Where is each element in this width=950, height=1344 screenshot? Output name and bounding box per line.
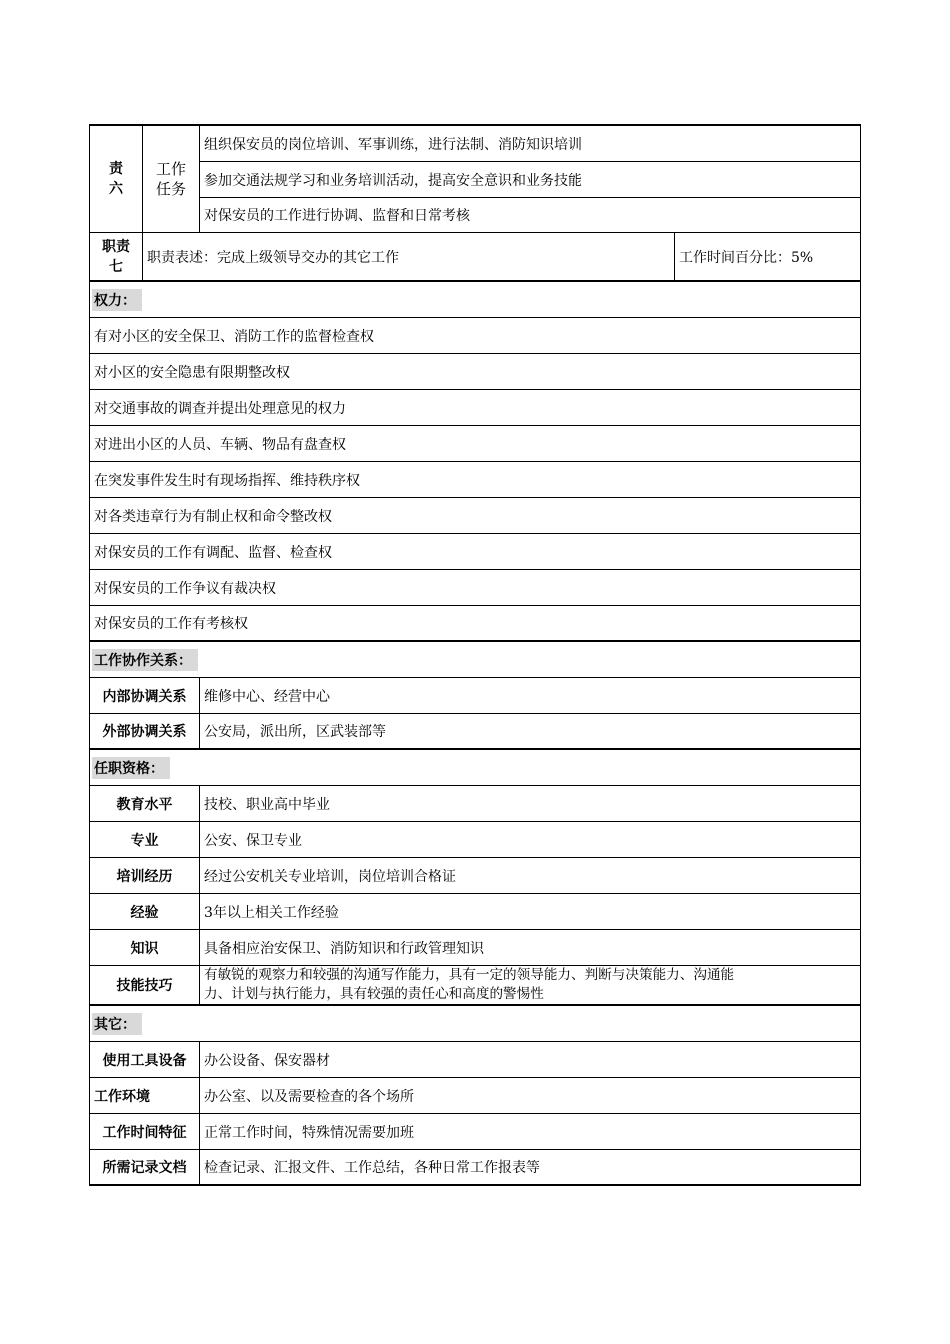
duty7-label-line1: 职责 bbox=[102, 238, 130, 255]
qualification-experience-value: 3年以上相关工作经验 bbox=[204, 904, 339, 921]
other-row bbox=[89, 1042, 861, 1078]
authority-item: 有对小区的安全保卫、消防工作的监督检查权 bbox=[94, 328, 374, 345]
qualification-knowledge-value: 具备相应治安保卫、消防知识和行政管理知识 bbox=[204, 940, 484, 957]
duty6-task-label bbox=[143, 126, 200, 232]
qualification-row bbox=[89, 822, 861, 858]
cooperation-internal-value: 维修中心、经营中心 bbox=[204, 688, 330, 705]
qualification-row bbox=[89, 858, 861, 894]
duty6-task-2: 参加交通法规学习和业务培训活动，提高安全意识和业务技能 bbox=[200, 162, 860, 198]
duty7-label-line2: 七 bbox=[109, 258, 123, 275]
qualification-education-value: 技校、职业高中毕业 bbox=[204, 796, 330, 813]
qualification-skills-label: 技能技巧 bbox=[90, 966, 200, 1004]
cooperation-section-title bbox=[89, 642, 861, 678]
cooperation-external-label: 外部协调关系 bbox=[90, 714, 200, 748]
other-row bbox=[89, 1078, 861, 1114]
other-records-label: 所需记录文档 bbox=[90, 1150, 200, 1184]
duty6-block bbox=[89, 124, 861, 233]
qualification-section-title bbox=[89, 750, 861, 786]
other-worktime-value: 正常工作时间，特殊情况需要加班 bbox=[204, 1124, 414, 1141]
qualification-row bbox=[89, 894, 861, 930]
cooperation-title: 工作协作关系： bbox=[92, 649, 198, 671]
other-records-value: 检查记录、汇报文件、工作总结，各种日常工作报表等 bbox=[204, 1160, 540, 1176]
other-tools-value: 办公设备、保安器材 bbox=[204, 1052, 330, 1069]
other-title: 其它： bbox=[92, 1013, 142, 1035]
job-description-table bbox=[89, 124, 861, 1186]
duty6-task-3: 对保安员的工作进行协调、监督和日常考核 bbox=[204, 208, 470, 224]
duty7-row bbox=[89, 233, 861, 282]
duty7-label bbox=[90, 233, 143, 280]
duty6-task-list bbox=[200, 126, 860, 232]
duty6-task-line1: 工作 bbox=[155, 160, 186, 178]
qualification-row bbox=[89, 786, 861, 822]
duty6-task-1: 组织保安员的岗位培训、军事训练，进行法制、消防知识培训 bbox=[200, 126, 860, 162]
other-environment-value: 办公室、以及需要检查的各个场所 bbox=[204, 1088, 414, 1105]
other-section-title bbox=[89, 1006, 861, 1042]
qualification-skills-line2: 力、计划与执行能力，具有较强的责任心和高度的警惕性 bbox=[204, 986, 544, 1002]
authority-section-title bbox=[89, 282, 861, 318]
qualification-skills-line1: 有敏锐的观察力和较强的沟通写作能力，具有一定的领导能力、判断与决策能力、沟通能 bbox=[204, 967, 735, 983]
authority-title: 权力： bbox=[92, 289, 142, 311]
duty6-label-line2: 六 bbox=[109, 181, 123, 197]
qualification-row bbox=[89, 930, 861, 966]
duty6-task-line2: 任务 bbox=[155, 180, 186, 198]
qualification-title: 任职资格： bbox=[92, 757, 170, 779]
duty6-label-line1: 责 bbox=[109, 161, 123, 177]
authority-item: 对保安员的工作争议有裁决权 bbox=[94, 580, 276, 597]
authority-item: 对保安员的工作有调配、监督、检查权 bbox=[94, 544, 332, 561]
other-row bbox=[89, 1114, 861, 1150]
authority-item: 对交通事故的调查并提出处理意见的权力 bbox=[94, 400, 346, 417]
cooperation-row bbox=[89, 714, 861, 750]
other-environment-label: 工作环境 bbox=[90, 1078, 200, 1113]
authority-item: 在突发事件发生时有现场指挥、维持秩序权 bbox=[94, 472, 360, 489]
cooperation-row bbox=[89, 678, 861, 714]
qualification-education-label: 教育水平 bbox=[90, 786, 200, 821]
qualification-major-label: 专业 bbox=[90, 822, 200, 857]
authority-item: 对各类违章行为有制止权和命令整改权 bbox=[94, 508, 332, 525]
qualification-major-value: 公安、保卫专业 bbox=[204, 832, 302, 849]
other-tools-label: 使用工具设备 bbox=[90, 1042, 200, 1077]
qualification-skills-value bbox=[200, 966, 860, 1004]
qualification-training-label: 培训经历 bbox=[90, 858, 200, 893]
other-row bbox=[89, 1150, 861, 1186]
duty7-time-percent: 工作时间百分比：5% bbox=[679, 249, 814, 266]
cooperation-external-value: 公安局，派出所，区武装部等 bbox=[204, 724, 386, 740]
qualification-knowledge-label: 知识 bbox=[90, 930, 200, 965]
cooperation-internal-label: 内部协调关系 bbox=[90, 678, 200, 713]
authority-item: 对保安员的工作有考核权 bbox=[94, 616, 248, 632]
other-worktime-label: 工作时间特征 bbox=[90, 1114, 200, 1149]
authority-item: 对小区的安全隐患有限期整改权 bbox=[94, 364, 290, 381]
qualification-training-value: 经过公安机关专业培训，岗位培训合格证 bbox=[204, 868, 456, 885]
qualification-row bbox=[89, 966, 861, 1006]
duty7-description: 职责表述：完成上级领导交办的其它工作 bbox=[143, 233, 675, 280]
qualification-experience-label: 经验 bbox=[90, 894, 200, 929]
authority-item: 对进出小区的人员、车辆、物品有盘查权 bbox=[94, 436, 346, 453]
duty6-label bbox=[90, 126, 143, 232]
